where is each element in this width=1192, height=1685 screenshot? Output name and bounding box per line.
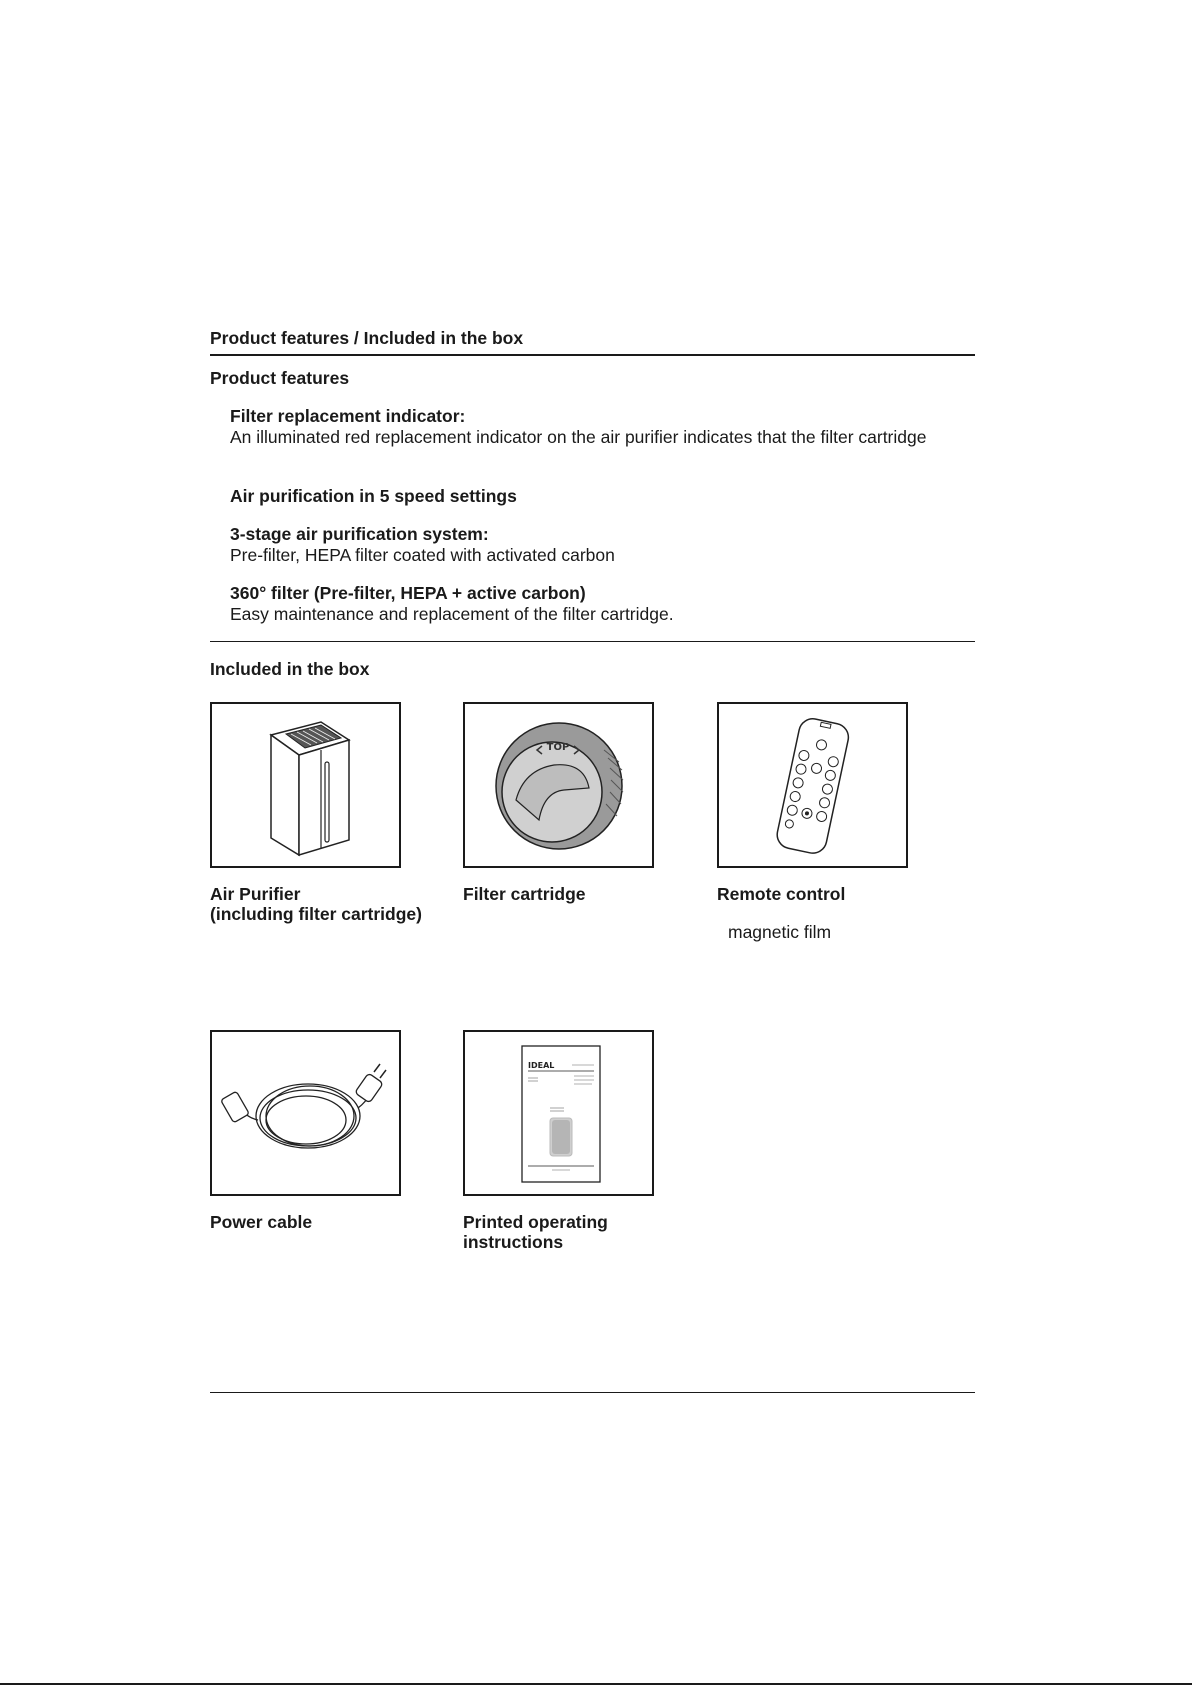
power-cable-illustration xyxy=(218,1038,393,1188)
remote-control-image-box xyxy=(717,702,908,868)
filter-cartridge-image-box xyxy=(463,702,654,868)
manual-image-box xyxy=(463,1030,654,1196)
power-cable-caption xyxy=(210,1212,312,1232)
filter-cartridge-caption xyxy=(463,884,586,904)
features-divider xyxy=(210,641,975,642)
remote-control-illustration xyxy=(738,710,888,860)
filter-cartridge-caption-line1: Filter cartridge xyxy=(463,884,586,904)
air-purifier-image-box xyxy=(210,702,401,868)
feature-desc-3-stage: Pre-filter, HEPA filter coated with activated carbon xyxy=(230,545,615,565)
feature-title-filter-indicator: Filter replacement indicator: xyxy=(230,406,466,426)
feature-title-360-filter: 360° filter (Pre-filter, HEPA + active carbon) xyxy=(230,583,586,603)
feature-desc-filter-indicator: An illuminated red replacement indicator on the air purifier indicates that the filter cartridge xyxy=(230,427,927,447)
manual-caption xyxy=(463,1212,608,1252)
power-cable-image-box xyxy=(210,1030,401,1196)
manual-caption-line2: instructions xyxy=(463,1232,564,1252)
air-purifier-illustration xyxy=(231,710,381,860)
air-purifier-caption xyxy=(210,884,422,924)
power-cable-caption-line1: Power cable xyxy=(210,1212,313,1232)
remote-control-caption xyxy=(717,884,845,904)
feature-title-3-stage: 3-stage air purification system: xyxy=(230,524,489,544)
features-heading: Product features xyxy=(210,368,350,388)
manual-illustration xyxy=(484,1038,634,1188)
section-rule xyxy=(210,354,975,356)
remote-control-note: magnetic film xyxy=(728,922,832,942)
filter-top-label: TOP xyxy=(546,742,569,753)
feature-title-speed-settings: Air purification in 5 speed settings xyxy=(230,486,517,506)
remote-control-caption-line1: Remote control xyxy=(717,884,846,904)
manual-caption-line1: Printed operating xyxy=(463,1212,608,1232)
section-title: Product features / Included in the box xyxy=(210,328,524,348)
manual-brand: IDEAL xyxy=(527,1061,554,1070)
feature-desc-360-filter: Easy maintenance and replacement of the filter cartridge. xyxy=(230,604,674,624)
air-purifier-caption-line1: Air Purifier xyxy=(210,884,301,904)
air-purifier-caption-line2: (including filter cartridge) xyxy=(210,904,422,924)
box-heading: Included in the box xyxy=(210,659,370,679)
filter-cartridge-illustration xyxy=(484,710,634,860)
footer-rule xyxy=(210,1392,975,1393)
